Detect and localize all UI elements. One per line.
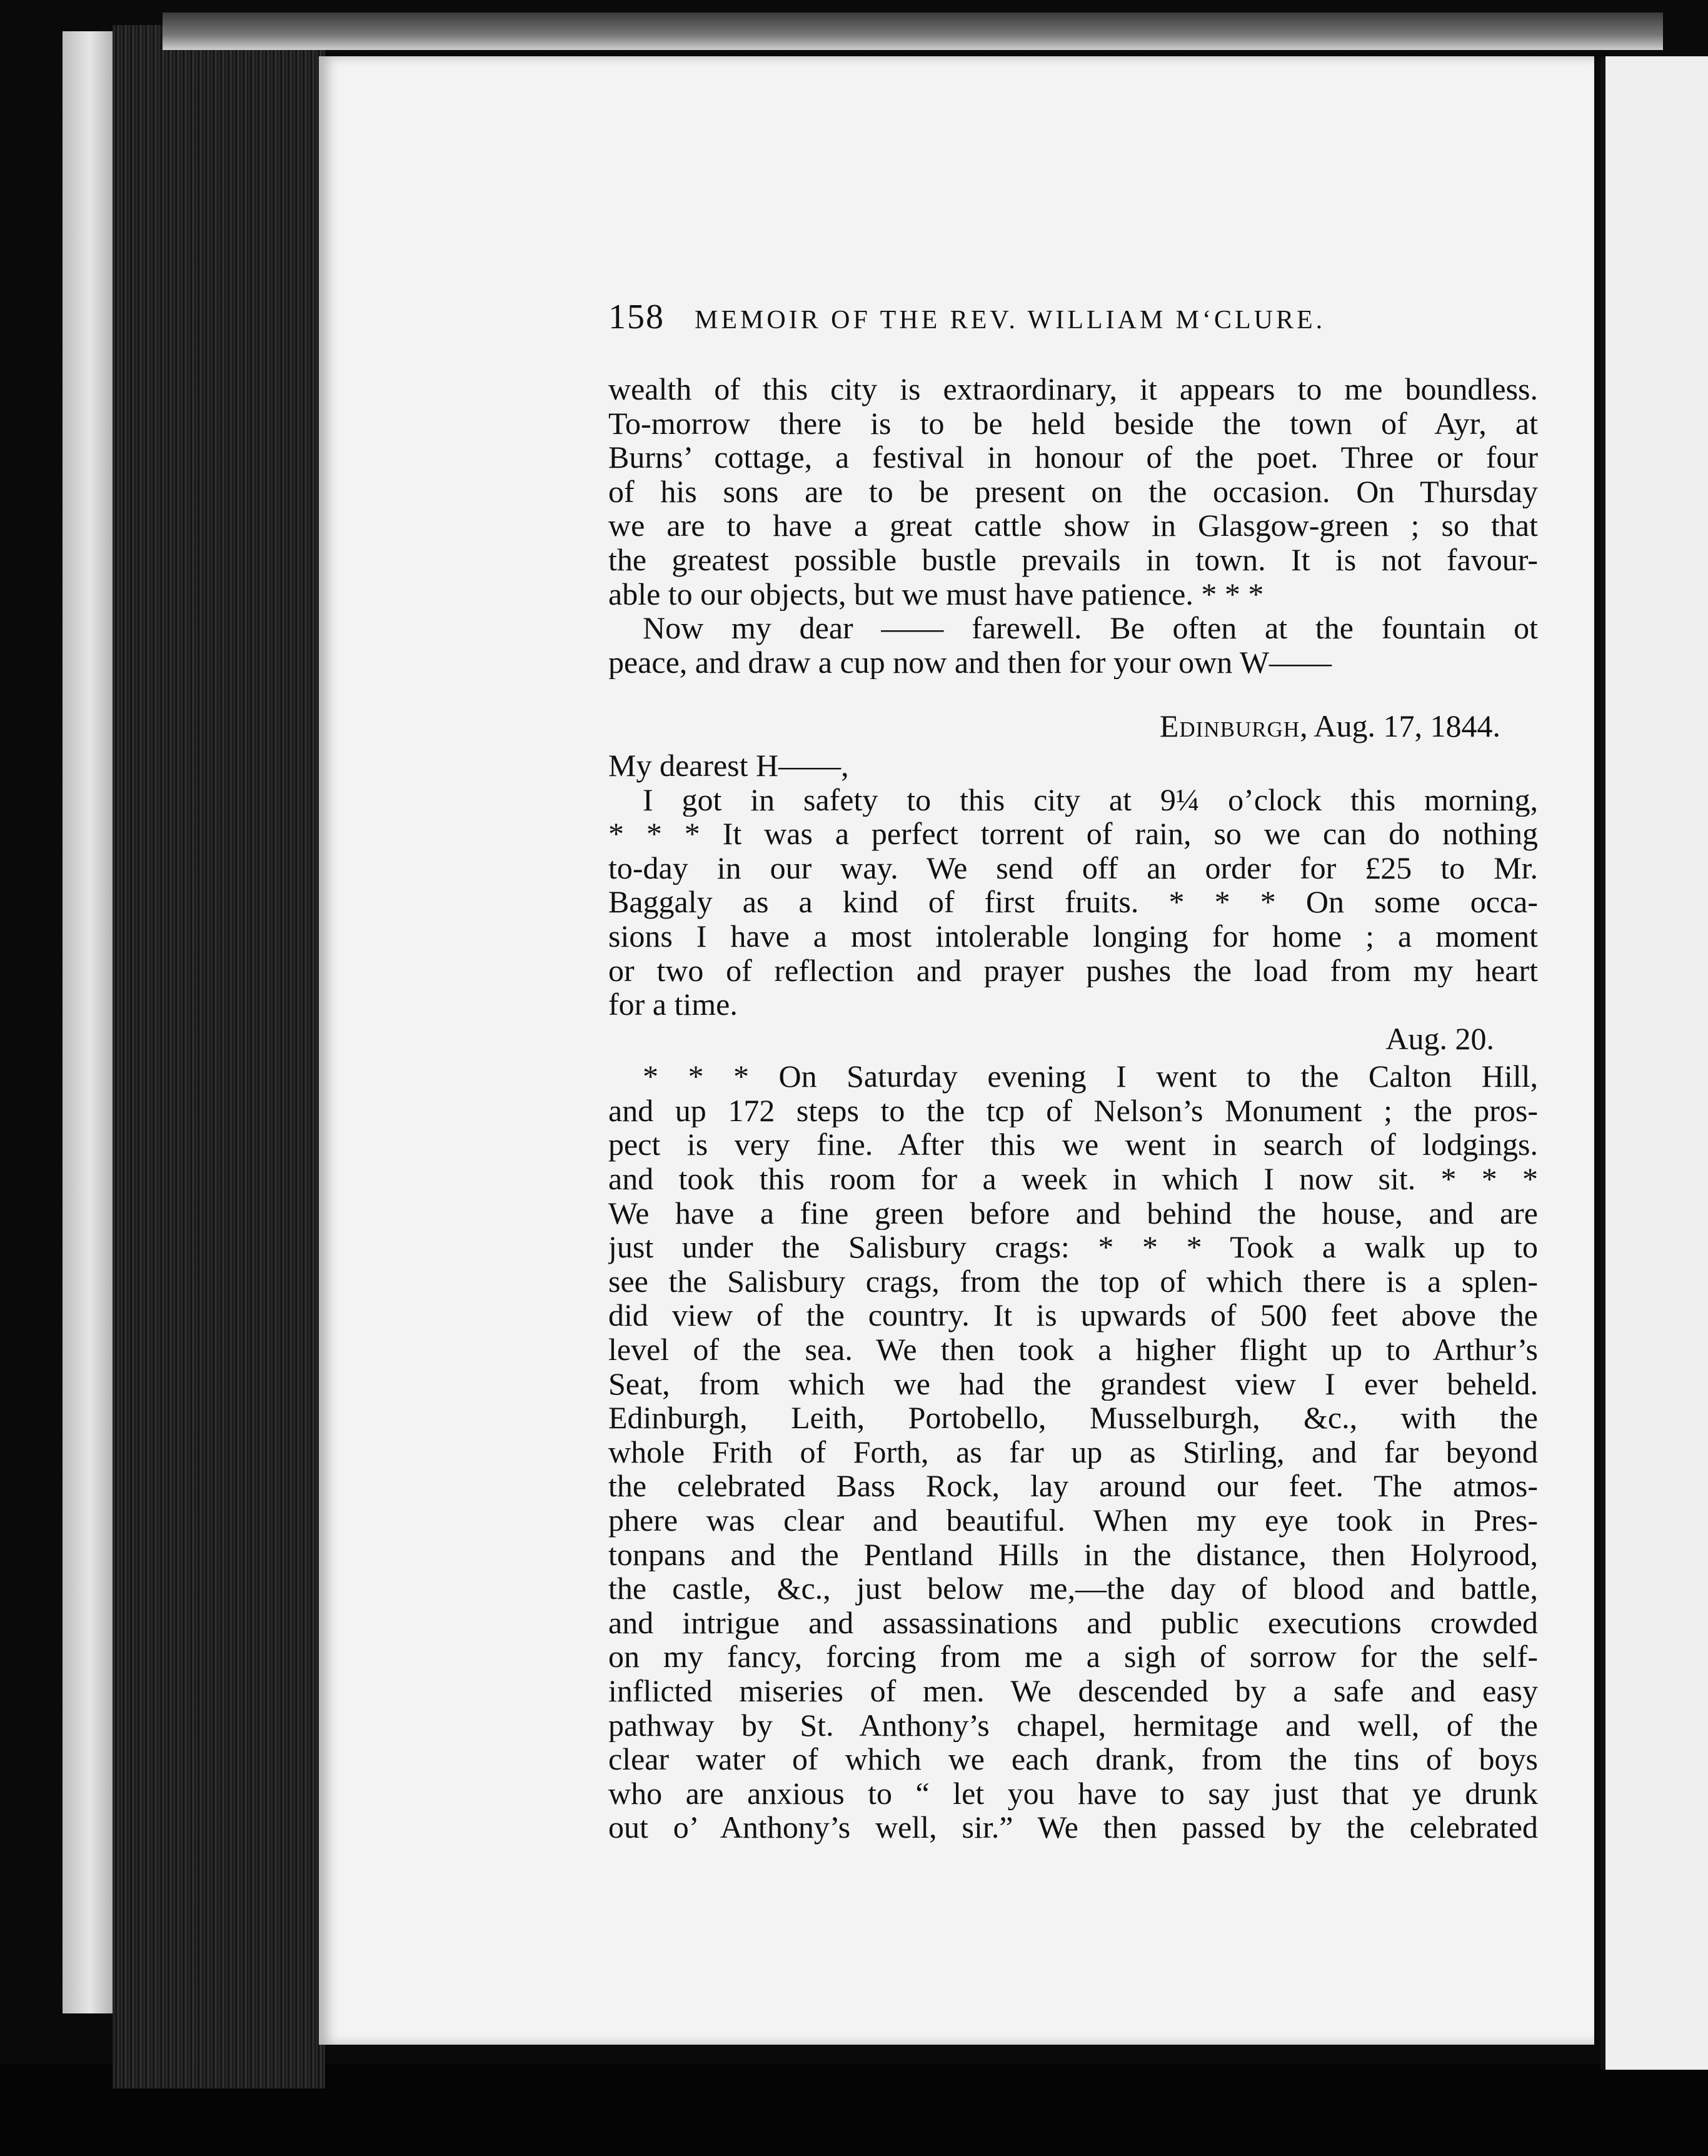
page-number: 158 <box>608 298 665 336</box>
text-line: to-day in our way. We send off an order for £25 to Mr. <box>608 850 1538 885</box>
text-line: the celebrated Bass Rock, lay around our feet. The atmos- <box>608 1469 1538 1503</box>
text-line: Seat, from which we had the grandest view I ever beheld. <box>608 1366 1538 1401</box>
text-line: peace, and draw a cup now and then for your own W—— <box>608 645 1332 680</box>
dateline-place: Edinburgh <box>1159 709 1300 743</box>
text-line: * * * It was a perfect torrent of rain, so we can do nothing <box>608 817 1538 851</box>
text-line: sions I have a most intolerable longing for home ; a moment <box>608 919 1538 954</box>
text-line: the greatest possible bustle prevails in town. It is not favour- <box>608 542 1538 577</box>
text-line: To-morrow there is to be held beside the town of Ayr, at <box>608 406 1538 441</box>
facing-page <box>1600 56 1708 2070</box>
dateline-date: , Aug. 17, 1844. <box>1300 709 1500 743</box>
text-line: pathway by St. Anthony’s chapel, hermitage and well, of the <box>608 1708 1538 1743</box>
book-top-edge <box>163 13 1663 50</box>
running-title: MEMOIR OF THE REV. WILLIAM M‘CLURE. <box>695 306 1326 335</box>
text-line: We have a fine green before and behind the house, and are <box>608 1196 1538 1231</box>
text-line: see the Salisbury crags, from the top of which there is a splen- <box>608 1264 1538 1299</box>
text-line: wealth of this city is extraordinary, it appears to me boundless. <box>608 372 1538 406</box>
text-line: on my fancy, forcing from me a sigh of sorrow for the self- <box>608 1640 1538 1674</box>
text-line: Edinburgh, Leith, Portobello, Musselburgh, &c., with the <box>608 1401 1538 1435</box>
text-line: and intrigue and assassinations and public executions crowded <box>608 1605 1538 1640</box>
text-line: of his sons are to be present on the occasion. On Thursday <box>608 474 1538 509</box>
text-line: did view of the country. It is upwards of 500 feet above the <box>608 1298 1538 1333</box>
text-line: clear water of which we each drank, from the tins of boys <box>608 1742 1538 1776</box>
text-line: Baggaly as a kind of first fruits. * * * On some occa- <box>608 885 1538 919</box>
text-line: whole Frith of Forth, as far up as Stirling, and far beyond <box>608 1434 1538 1469</box>
text-line: phere was clear and beautiful. When my eye took in Pres- <box>608 1503 1538 1538</box>
page-edges <box>113 25 325 2088</box>
text-line: pect is very fine. After this we went in search of lodgings. <box>608 1127 1538 1162</box>
text-line: out o’ Anthony’s well, sir.” We then passed by the celebrated <box>608 1810 1538 1845</box>
text-line: for a time. <box>608 987 738 1022</box>
text-line: and took this room for a week in which I now sit. * * * <box>608 1162 1538 1196</box>
text-line: we are to have a great cattle show in Glasgow-green ; so that <box>608 508 1538 543</box>
text-line: * * * On Saturday evening I went to the Calton Hill, <box>643 1059 1538 1094</box>
letter-dateline <box>608 709 1538 743</box>
text-line: Now my dear —— farewell. Be often at the fountain ot <box>643 611 1538 645</box>
text-line: and up 172 steps to the tcp of Nelson’s Monument ; the pros- <box>608 1093 1538 1128</box>
letter-salutation: My dearest H——, <box>608 748 849 783</box>
text-line: just under the Salisbury crags: * * * Took a walk up to <box>608 1230 1538 1264</box>
entry-date: Aug. 20. <box>1385 1021 1494 1056</box>
text-line: able to our objects, but we must have patience. * * * <box>608 577 1264 612</box>
text-line: level of the sea. We then took a higher flight up to Arthur’s <box>608 1332 1538 1367</box>
text-line: I got in safety to this city at 9¼ o’clock this morning, <box>643 782 1538 817</box>
running-head <box>608 297 1421 341</box>
body-text <box>608 372 1538 1845</box>
text-line: who are anxious to “ let you have to say just that ye drunk <box>608 1776 1538 1811</box>
text-line: inflicted miseries of men. We descended by a safe and easy <box>608 1673 1538 1708</box>
text-line: or two of reflection and prayer pushes the load from my heart <box>608 953 1538 988</box>
text-line: Burns’ cottage, a festival in honour of the poet. Three or four <box>608 440 1538 475</box>
text-line: tonpans and the Pentland Hills in the distance, then Holyrood, <box>608 1537 1538 1572</box>
text-line: the castle, &c., just below me,—the day of blood and battle, <box>608 1571 1538 1606</box>
